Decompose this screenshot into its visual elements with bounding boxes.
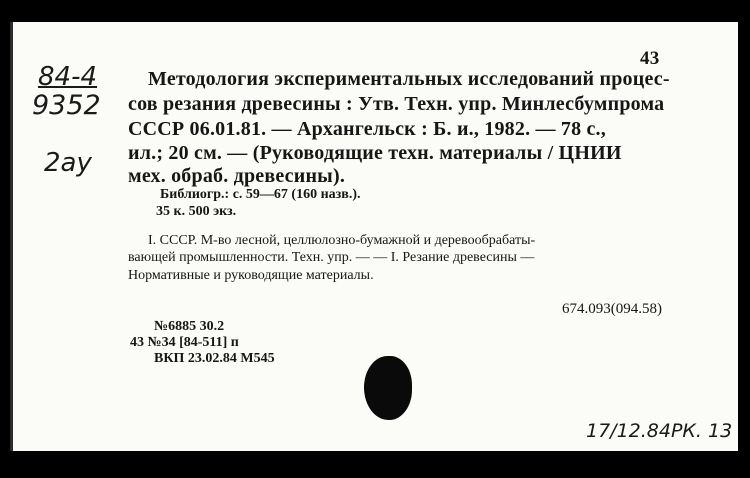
handwritten-note: 2ау [44,148,92,178]
code-line-3: ВКП 23.02.84 М545 [154,351,275,366]
subject-line-3: Нормативные и руководящие материалы. [128,268,374,283]
card-edge [10,22,13,451]
shelf-mark-top: 84-4 [38,62,98,92]
title-line-2: сов резания древесины : Утв. Техн. упр. Минлесбумпрома [128,93,665,115]
catalog-card [10,22,738,451]
subject-line-1: I. СССР. М-во лесной, целлюлозно-бумажной и деревообрабаты- [148,233,536,248]
title-line-5: мех. обраб. древесины). [128,165,346,187]
subject-line-2: вающей промышленности. Техн. упр. — — I. Резание древесины — [128,250,535,265]
code-line-1: №6885 30.2 [154,319,225,334]
bibliography: Библиогр.: с. 59—67 (160 назв.). [160,187,361,202]
udc-code: 674.093(094.58) [562,301,662,317]
ink-blot [364,356,412,420]
price-and-print-run: 35 к. 500 экз. [156,204,237,219]
title-line-1: Методология экспериментальных исследований процес- [148,68,670,90]
title-line-4: ил.; 20 см. — (Руководящие техн. материалы / ЦНИИ [128,142,622,164]
code-line-2: 43 №34 [84-511] п [130,335,239,350]
accession-stamp: 17/12.84РК. 13 [586,420,733,442]
title-line-3: СССР 06.01.81. — Архангельск : Б. и., 1982. — 78 с., [128,118,606,140]
shelf-mark-bottom: 9352 [32,90,101,121]
page-number: 43 [640,48,660,69]
